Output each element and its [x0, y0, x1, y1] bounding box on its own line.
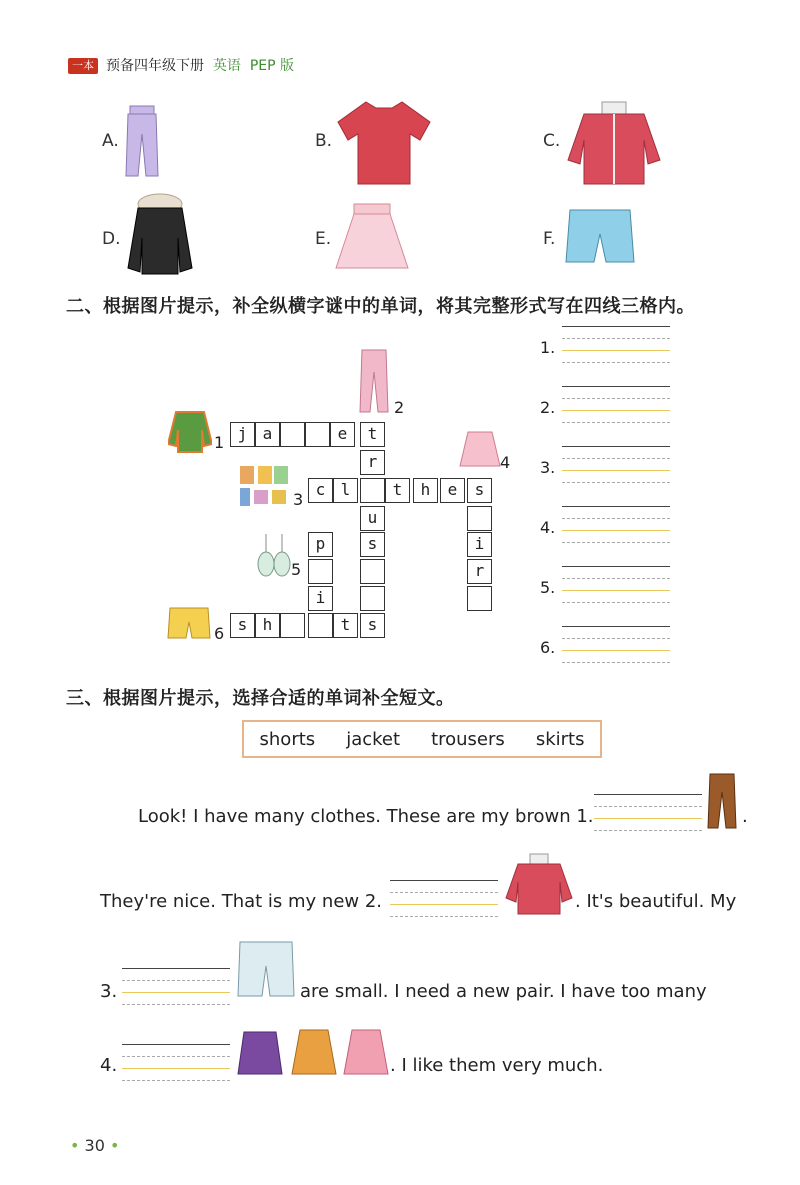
crossword-cell[interactable]: i	[308, 586, 333, 611]
blank-1[interactable]	[594, 794, 702, 830]
answer-line-5[interactable]	[562, 566, 670, 602]
answer-number-6: 6.	[540, 638, 556, 657]
jacket-clue-icon	[168, 408, 212, 454]
crossword-cell[interactable]: e	[330, 422, 355, 447]
passage-line-4-end: . I like them very much.	[390, 1055, 604, 1076]
blank-4[interactable]	[122, 1044, 230, 1080]
passage-line-1-end: .	[742, 806, 748, 827]
purple-skirt-icon	[236, 1030, 284, 1076]
crossword-cell[interactable]	[360, 478, 385, 503]
section-2-title: 二、根据图片提示，补全纵横字谜中的单词，将其完整形式写在四线三格内。	[66, 296, 695, 317]
answer-line-1[interactable]	[562, 326, 670, 362]
answer-number-2: 2.	[540, 398, 556, 417]
clue-number-2: 2	[394, 398, 405, 417]
crossword-cell[interactable]	[305, 422, 330, 447]
pink-skirt-icon	[342, 1028, 390, 1076]
page-number: • 30 •	[70, 1136, 120, 1155]
answer-line-6[interactable]	[562, 626, 670, 662]
word-bank-item: trousers	[431, 728, 505, 750]
crossword-cell[interactable]: t	[333, 613, 358, 638]
option-a-label: A.	[102, 131, 119, 151]
skirt-icon	[334, 200, 410, 272]
white-shorts-icon	[236, 938, 296, 1000]
crossword-cell[interactable]: a	[255, 422, 280, 447]
answer-number-5: 5.	[540, 578, 556, 597]
word-bank	[242, 720, 602, 758]
clue-number-4: 4	[500, 453, 511, 472]
section-3-title: 三、根据图片提示，选择合适的单词补全短文。	[66, 688, 455, 709]
crossword-cell[interactable]: r	[360, 450, 385, 475]
crossword-cell[interactable]: t	[360, 422, 385, 447]
passage-line-2-end: . It's beautiful. My	[575, 891, 737, 912]
trousers-icon	[120, 104, 164, 180]
crossword-cell[interactable]: u	[360, 506, 385, 531]
crossword-cell[interactable]	[360, 559, 385, 584]
shorts-clue-icon	[166, 604, 212, 640]
passage-line-3-number: 3.	[100, 981, 118, 1002]
crossword-cell[interactable]	[360, 586, 385, 611]
brown-trousers-icon	[706, 772, 738, 830]
skirt-clue-icon	[458, 430, 502, 468]
blank-3[interactable]	[122, 968, 230, 1004]
crossword-cell[interactable]	[467, 586, 492, 611]
crossword-cell[interactable]: s	[360, 613, 385, 638]
option-e-label: E.	[315, 229, 332, 249]
clue-number-1: 1	[214, 433, 225, 452]
option-b-label: B.	[315, 131, 333, 151]
crossword-cell[interactable]	[308, 559, 333, 584]
answer-number-4: 4.	[540, 518, 556, 537]
coat-icon	[124, 192, 196, 276]
orange-skirt-icon	[290, 1028, 338, 1076]
jacket-icon	[564, 100, 664, 186]
answer-number-1: 1.	[540, 338, 556, 357]
answer-line-4[interactable]	[562, 506, 670, 542]
crossword-cell[interactable]: e	[440, 478, 465, 503]
passage-line-3-end: are small. I need a new pair. I have too many	[300, 981, 707, 1002]
blank-2[interactable]	[390, 880, 498, 916]
crossword-cell[interactable]	[280, 422, 305, 447]
clue-number-3: 3	[293, 490, 304, 509]
passage-line-1: Look! I have many clothes. These are my brown 1.	[138, 806, 594, 827]
clothes-clue-icon	[236, 462, 290, 508]
crossword-cell[interactable]: p	[308, 532, 333, 557]
crossword-cell[interactable]	[467, 506, 492, 531]
tshirt-icon	[336, 98, 432, 186]
crossword-cell[interactable]: s	[467, 478, 492, 503]
answer-line-2[interactable]	[562, 386, 670, 422]
red-jacket-icon	[504, 852, 574, 916]
crossword-cell[interactable]: s	[360, 532, 385, 557]
crossword-cell[interactable]	[280, 613, 305, 638]
book-logo-badge: 一本	[68, 58, 98, 74]
crossword-cell[interactable]: c	[308, 478, 333, 503]
header-subject: 英语	[212, 58, 241, 74]
crossword-cell[interactable]: r	[467, 559, 492, 584]
crossword-cell[interactable]: h	[413, 478, 438, 503]
shorts-icon	[564, 206, 636, 266]
passage-line-4-number: 4.	[100, 1055, 118, 1076]
header-edition: PEP 版	[249, 58, 294, 74]
earrings-clue-icon	[254, 530, 294, 580]
clue-number-5: 5	[291, 560, 302, 579]
header-series: 预备四年级下册	[106, 58, 204, 74]
crossword-cell[interactable]: s	[230, 613, 255, 638]
crossword-cell[interactable]: t	[385, 478, 410, 503]
option-f-label: F.	[543, 229, 556, 249]
option-d-label: D.	[102, 229, 121, 249]
crossword-cell[interactable]: j	[230, 422, 255, 447]
answer-line-3[interactable]	[562, 446, 670, 482]
crossword-cell[interactable]: h	[255, 613, 280, 638]
passage-line-2: They're nice. That is my new 2.	[100, 891, 383, 912]
clue-number-6: 6	[214, 624, 225, 643]
crossword-cell[interactable]	[308, 613, 333, 638]
option-c-label: C.	[543, 131, 561, 151]
trousers-clue-icon	[358, 348, 390, 414]
word-bank-item: jacket	[346, 728, 401, 750]
answer-number-3: 3.	[540, 458, 556, 477]
word-bank-item: skirts	[535, 728, 585, 750]
word-bank-item: shorts	[259, 728, 316, 750]
header-title	[106, 55, 294, 75]
crossword-cell[interactable]: i	[467, 532, 492, 557]
crossword-cell[interactable]: l	[333, 478, 358, 503]
